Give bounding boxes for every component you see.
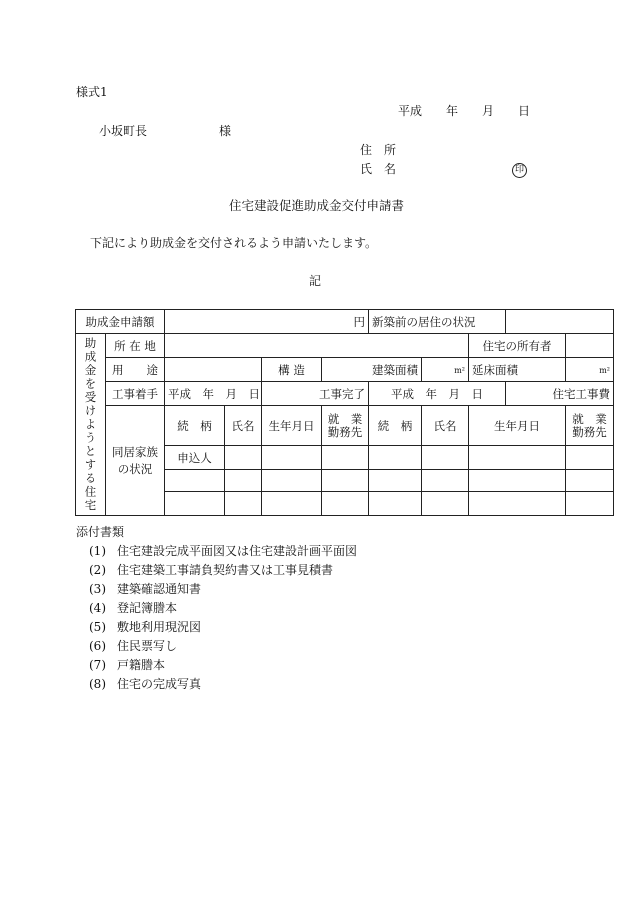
family-cell[interactable]: [566, 470, 614, 492]
family-cell[interactable]: [369, 492, 422, 516]
application-table: [75, 309, 614, 516]
attachment-item: (6) 住民票写し: [89, 639, 178, 653]
previous-residence-label: 新築前の居住の状況: [369, 310, 506, 334]
family-cell[interactable]: [165, 492, 225, 516]
use-label: 用 途: [106, 358, 165, 382]
form-number: 様式1: [76, 85, 108, 99]
location-label: 所 在 地: [106, 334, 165, 358]
owner-field[interactable]: [566, 334, 614, 358]
name-label: 氏 名: [360, 162, 397, 176]
family-cell[interactable]: [262, 470, 322, 492]
ki-heading: 記: [309, 274, 322, 288]
construction-row: [76, 382, 614, 406]
seal-icon: 印: [512, 163, 527, 178]
amount-yen: 円: [353, 314, 365, 329]
amount-row: [76, 310, 614, 334]
amount-field[interactable]: [165, 310, 369, 334]
building-area-unit: m²: [454, 365, 465, 375]
previous-residence-field[interactable]: [506, 310, 614, 334]
family-cell[interactable]: [262, 492, 322, 516]
building-area-label: 建築面積: [322, 358, 422, 382]
document-title: 住宅建設促進助成金交付申請書: [229, 198, 405, 213]
attachment-item: (7) 戸籍謄本: [89, 658, 166, 672]
family-cell[interactable]: [322, 446, 369, 470]
floor-area-unit: m²: [599, 365, 611, 375]
family-cell[interactable]: [566, 492, 614, 516]
seal-mark: [512, 161, 527, 178]
complete-label: 工事完了: [262, 382, 369, 406]
amount-label: 助成金申請額: [76, 310, 165, 334]
col-birth-1: 生年月日: [262, 406, 322, 446]
addressee: 小坂町長 様: [99, 124, 232, 138]
col-work-1-line1: 就 業: [327, 411, 363, 426]
col-work-1-line2: 勤務先: [327, 424, 363, 439]
col-relation-2: 続 柄: [369, 406, 422, 446]
owner-label: 住宅の所有者: [469, 334, 566, 358]
attachment-item: (4) 登記簿謄本: [89, 601, 178, 615]
col-name-1: 氏名: [225, 406, 262, 446]
applicant-label: 申込人: [165, 446, 225, 470]
family-cell[interactable]: [262, 446, 322, 470]
cost-label: 住宅工事費: [506, 382, 614, 406]
family-cell[interactable]: [469, 470, 566, 492]
location-field[interactable]: [165, 334, 469, 358]
structure-label: 構 造: [262, 358, 322, 382]
family-cell[interactable]: [369, 446, 422, 470]
family-header-row: [76, 406, 614, 446]
family-cell[interactable]: [165, 470, 225, 492]
col-work-2-line1: 就 業: [572, 411, 607, 426]
complete-date[interactable]: 平成 年 月 日: [369, 382, 506, 406]
building-area-field[interactable]: [422, 358, 469, 382]
family-cell[interactable]: [422, 492, 469, 516]
col-relation-1: 続 柄: [165, 406, 225, 446]
location-row: [76, 334, 614, 358]
start-label: 工事着手: [106, 382, 165, 406]
family-cell[interactable]: [225, 446, 262, 470]
family-cell[interactable]: [369, 470, 422, 492]
family-cell[interactable]: [469, 492, 566, 516]
attachment-item: (3) 建築確認通知書: [89, 582, 202, 596]
intro-text: 下記により助成金を交付されるよう申請いたします。: [90, 236, 378, 250]
date-line: 平成 年 月 日: [398, 104, 531, 118]
col-name-2: 氏名: [422, 406, 469, 446]
use-field[interactable]: [165, 358, 262, 382]
family-label: 同居家族の状況: [106, 406, 165, 516]
use-row: [76, 358, 614, 382]
attachments-title: 添付書類: [76, 525, 125, 539]
family-cell[interactable]: [566, 446, 614, 470]
address-label: 住 所: [360, 143, 397, 157]
floor-area-field[interactable]: [566, 358, 614, 382]
family-cell[interactable]: [225, 470, 262, 492]
start-date[interactable]: 平成 年 月 日: [165, 382, 262, 406]
col-work-2-line2: 勤務先: [572, 424, 607, 439]
attachment-item: (2) 住宅建築工事請負契約書又は工事見積書: [89, 563, 334, 577]
attachment-item: (1) 住宅建設完成平面図又は住宅建設計画平面図: [89, 544, 358, 558]
family-cell[interactable]: [422, 446, 469, 470]
attachment-item: (5) 敷地利用現況図: [89, 620, 202, 634]
family-cell[interactable]: [322, 492, 369, 516]
family-cell[interactable]: [469, 446, 566, 470]
family-cell[interactable]: [422, 470, 469, 492]
col-birth-2: 生年月日: [469, 406, 566, 446]
col-work-1: [322, 406, 369, 446]
attachment-item: (8) 住宅の完成写真: [89, 677, 202, 691]
family-cell[interactable]: [322, 470, 369, 492]
family-cell[interactable]: [225, 492, 262, 516]
side-label: 助成金を受けようとする住宅: [76, 334, 106, 516]
floor-area-label: 延床面積: [469, 358, 566, 382]
col-work-2: [566, 406, 614, 446]
